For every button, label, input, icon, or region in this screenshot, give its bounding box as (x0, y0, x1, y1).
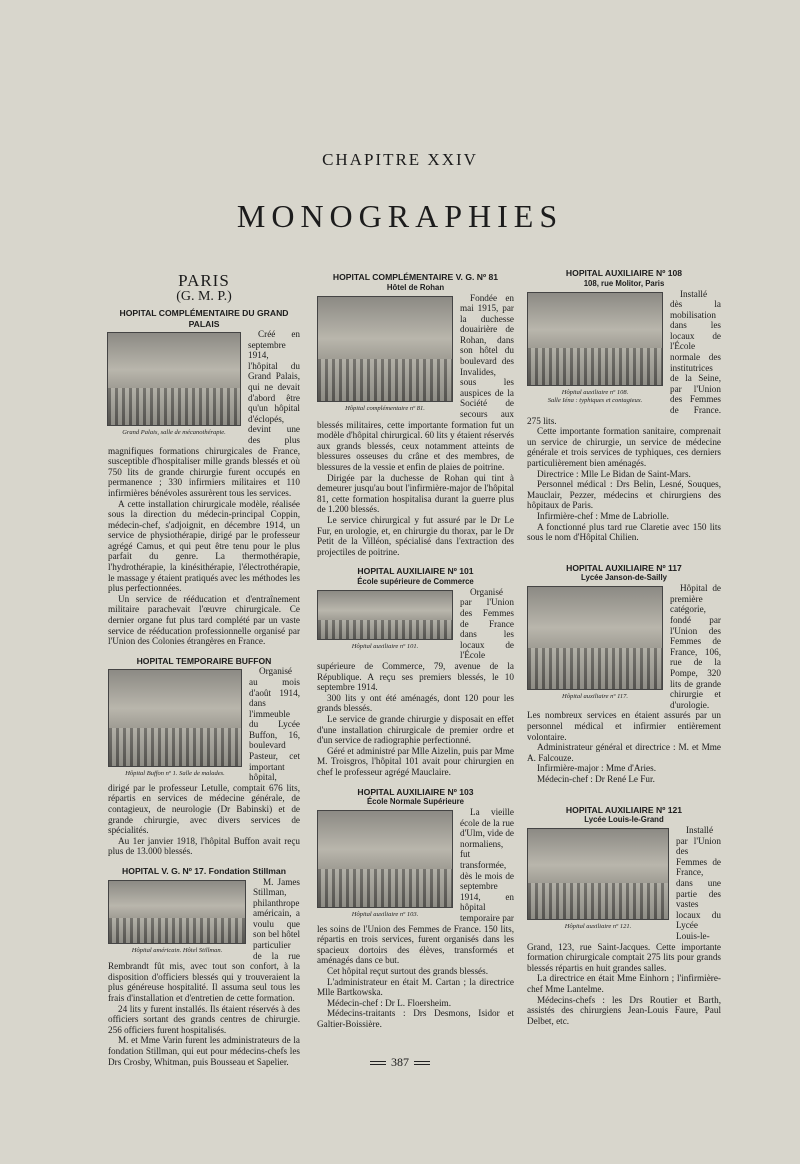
caption-salle-iena: Salle Iéna : typhiques et contagieux. (547, 396, 643, 404)
paragraph: Médecins-traitants : Drs Desmons, Isidor et Galtier-Boissière. (317, 1008, 514, 1029)
paragraph: 24 lits y furent installés. Ils étaient réservés à des officiers sortant des grands centres de chirurgie. 256 officiers furent hospitalisés. (108, 1003, 300, 1035)
paragraph: Organisé au mois d'août 1914, dans l'immeuble du Lycée Buffon, 16, boulevard Pasteur, cet important hôpital, dirigé par le professeur Letulle, comptait 676 lits, répartis en services de médecine générale, de contagieux, de neurologie (Dr Babinski) et de grande chirurgie, avec divers services de spécialités. (108, 666, 300, 836)
section-title-paris: PARIS (178, 271, 230, 290)
caption-grand-palais: Grand Palais, salle de mécanothérapie. (122, 429, 226, 436)
subheading-ecole-commerce: École supérieure de Commerce (357, 576, 474, 586)
heading-hopital-103: HOPITAL AUXILIAIRE Nº 103 (357, 786, 474, 797)
photo-hopital-121 (527, 828, 669, 920)
figure-hopital-101 (317, 590, 453, 651)
paragraph: Installé par l'Union des Femmes de France, dans une partie des vastes locaux du Lycée Louis-le-Grand, 123, rue Saint-Jacques. Cette importante formation chirurgicale comptait 275 lits pour grands blessés répartis en huit grandes salles. (527, 825, 721, 973)
column-left (108, 272, 300, 1067)
heading-grand-palais: HOPITAL COMPLÉMENTAIRE DU GRAND PALAIS (119, 308, 289, 329)
caption-hopital-117: Hôpital auxiliaire nº 117. (562, 693, 628, 701)
heading-hopital-81: HOPITAL COMPLÉMENTAIRE V. G. Nº 81 (332, 272, 499, 282)
photo-hopital-103 (317, 810, 453, 908)
paragraph: Infirmière-major : Mme d'Aries. (537, 763, 657, 774)
paragraph: Organisé par l'Union des Femmes de France dans les locaux de l'École supérieure de Commerce, 79, avenue de la République. A reçu ses premiers blessés, le 10 septembre 1914. (317, 586, 514, 693)
chapter-heading: CHAPITRE XXIV (322, 150, 478, 169)
paragraph: Cet hôpital reçut surtout des grands blessés. (327, 965, 489, 976)
paragraph: Dirigée par la duchesse de Rohan qui tint à demeurer jusqu'au bout l'infirmière-major de l'hôpital 81, cette formation hospitalisa durant la guerre plus de 1.200 blessés. (317, 472, 514, 515)
paragraph: Médecins-chefs : les Drs Routier et Barth, assistés des chirurgiens Jean-Louis Faure, Paul Delbet, etc. (527, 994, 721, 1026)
photo-hopital-108 (527, 292, 663, 386)
paragraph: Fondée en mai 1915, par la duchesse douairière de Rohan, dans son hôtel du boulevard des Invalides, sous les auspices de la Société de secours aux blessés militaires, cette importante formation fut un modèle d'hôpital chirurgical. 60 lits y étaient réservés aux grands blessés, ceux notamment atteints de blessures osseuses du crâne et des membres, de blessures de la vessie et enfin de plaies de poitrine. (317, 292, 514, 472)
caption-hopital-103: Hôpital auxiliaire nº 103. (351, 911, 419, 919)
page-title: MONOGRAPHIES (236, 198, 564, 234)
paragraph: Un service de rééducation et d'entraînement militaire parachevait l'œuvre chirurgicale. Ce dernier organe fut plus tard complété par un vaste service de rééducation professionnelle organisé par l'Union des Colonies étrangères en France. (108, 593, 300, 647)
figure-buffon (108, 669, 242, 778)
column-right (527, 268, 721, 1026)
paragraph: Géré et administré par Mlle Aizelin, puis par Mme M. Troisgros, l'hôpital 101 avait pour chirurgien en chef le professeur agrégé Mauclaire. (317, 745, 514, 777)
heading-hopital-108: HOPITAL AUXILIAIRE Nº 108 (565, 268, 683, 278)
caption-buffon: Hôpital Buffon nº 1. Salle de malades. (125, 770, 225, 778)
heading-buffon: HOPITAL TEMPORAIRE BUFFON (136, 655, 272, 666)
caption-hopital-108: Hôpital auxiliaire nº 108. (561, 388, 629, 396)
paragraph: Infirmière-chef : Mme de Labriolle. (537, 510, 669, 521)
paragraph: Le service chirurgical y fut assuré par le Dr Le Fur, en urologie, et, en chirurgie du thorax, par le Dr Petit de la Villéon, spécialisé dans l'extraction des projectiles de poitrine. (317, 514, 514, 557)
paragraph: Médecin-chef : Dr L. Floersheim. (327, 997, 451, 1008)
subheading-janson-de-sailly: Lycée Janson-de-Sailly (581, 573, 667, 583)
photo-hopital-101 (317, 590, 453, 640)
paragraph: Cette importante formation sanitaire, comprenait un service de chirurgie, un service de médecine générale et trois services de typhiques, ces derniers particulièrement bien aménagés. (527, 426, 721, 468)
heading-hopital-117: HOPITAL AUXILIAIRE Nº 117 (566, 562, 682, 573)
photo-hopital-117 (527, 586, 663, 690)
paragraph: Créé en septembre 1914, l'hôpital du Grand Palais, qui ne devait d'abord être qu'un hôpital d'éclopés, devint une des plus magnifiques formations chirurgicales de France, susceptible d'hospitaliser mille grands blessés et où 750 lits de grande chirurgie furent occupés en permanence ; 330 infirmiers militaires et 110 infirmières bénévoles assurèrent tous les services. (108, 329, 300, 498)
paragraph: Installé dès la mobilisation dans les locaux de l'École normale des institutrices de la Seine, par l'Union des Femmes de France. 275 lits. (527, 288, 721, 426)
subheading-rue-molitor: 108, rue Molitor, Paris (583, 278, 665, 288)
heading-hopital-121: HOPITAL AUXILIAIRE Nº 121 (565, 804, 683, 815)
photo-stillman (108, 880, 246, 944)
ornament-right (414, 1061, 430, 1065)
paragraph: M. et Mme Varin furent les administrateurs de la fondation Stillman, qui eut pour médecins-chefs les Drs Crosby, Whitman, puis Bousseau et Sapelier. (108, 1035, 300, 1067)
subheading-louis-le-grand: Lycée Louis-le-Grand (584, 815, 664, 825)
photo-grand-palais (107, 332, 241, 426)
figure-hopital-117 (527, 586, 663, 701)
ornament-left (370, 1061, 386, 1065)
photo-buffon (108, 669, 242, 767)
caption-hopital-81: Hôpital complémentaire nº 81. (345, 404, 425, 412)
figure-hopital-121 (527, 828, 669, 931)
figure-grand-palais (107, 332, 241, 437)
caption-hopital-121: Hôpital auxiliaire nº 121. (564, 923, 632, 931)
paragraph: Au 1er janvier 1918, l'hôpital Buffon avait reçu plus de 13.000 blessés. (108, 835, 300, 857)
photo-hopital-81 (317, 296, 453, 402)
paragraph: A fonctionné plus tard rue Claretie avec 150 lits sous le nom d'Hôpital Chilien. (527, 521, 721, 543)
paragraph: M. James Stillman, philanthrope américain, a voulu que son bel hôtel particulier de la rue Rembrandt fût mis, avec tout son confort, à la disposition d'officiers blessés qui y trouveraient la plus généreuse hospitalité. Il assuma seul tous les frais d'installation et d'entretien de cette formation. (108, 876, 300, 1004)
subheading-ecole-normale: École Normale Supérieure (366, 797, 465, 807)
paragraph: Hôpital de première catégorie, fondé par l'Union des Femmes de France, 106, rue de la Pompe, 320 lits de grande chirurgie et d'urologie. Les nombreux services en étaient assurés par un personnel médical et infirmier entièrement volontaire. (527, 583, 721, 742)
paragraph: La directrice en était Mme Einhorn ; l'infirmière-chef Mme Lantelme. (527, 973, 721, 994)
page-number-value: 387 (391, 1055, 409, 1069)
subheading-hotel-rohan: Hôtel de Rohan (386, 282, 445, 292)
caption-stillman: Hôpital américain. Hôtel Stillman. (131, 946, 223, 954)
paragraph: Personnel médical : Drs Belin, Lesné, Souques, Mauclair, Pezzer, médecins et chirurgiens des hôpitaux de Paris. (527, 479, 721, 511)
paragraph: 300 lits y ont été aménagés, dont 120 pour les grands blessés. (317, 692, 514, 714)
page-number (0, 1055, 800, 1070)
paragraph: A cette installation chirurgicale modèle, réalisée sous la direction du médecin-principal Coppin, médecin-chef, s'adjoignit, en décembre 1914, un service de physiothérapie, dirigé par le professeur agrégé Camus, et qui peut être tenu pour le plus parfait du genre. La thermothérapie, l'hydrothérapie, la kinésithérapie, l'électrothérapie, le massage y étaient pratiqués avec les méthodes les plus perfectionnées. (108, 498, 300, 594)
paragraph: Le service de grande chirurgie y disposait en effet d'une installation chirurgicale de premier ordre et d'un service de radiographie perfectionné. (317, 713, 514, 746)
figure-stillman (108, 880, 246, 955)
paragraph: Administrateur général et directrice : M. et Mme A. Falcouze. (527, 742, 721, 763)
paragraph: Directrice : Mlle Le Bidan de Saint-Mars. (537, 468, 691, 479)
paragraph: L'administrateur en était M. Cartan ; la directrice Mlle Bartkowska. (317, 976, 514, 998)
caption-hopital-101: Hôpital auxiliaire nº 101. (351, 642, 419, 650)
figure-hopital-103 (317, 810, 453, 919)
figure-hopital-108 (527, 292, 663, 405)
paragraph: La vieille école de la rue d'Ulm, vide de normaliens, fut transformée, dès le mois de septembre 1914, en hôpital temporaire par les soins de l'Union des Femmes de France. 150 lits, répartis en trois services, furent organisés dans les spacieux dortoirs des élèves, transformés et aménagés dans ce but. (317, 807, 514, 966)
heading-hopital-101: HOPITAL AUXILIAIRE Nº 101 (357, 566, 474, 577)
section-subtitle-gmp: (G. M. P.) (176, 289, 232, 304)
figure-hopital-81 (317, 296, 453, 413)
paragraph: Médecin-chef : Dr René Le Fur. (537, 773, 655, 784)
heading-stillman: HOPITAL V. G. Nº 17. Fondation Stillman (122, 866, 286, 876)
column-middle (317, 272, 514, 1030)
